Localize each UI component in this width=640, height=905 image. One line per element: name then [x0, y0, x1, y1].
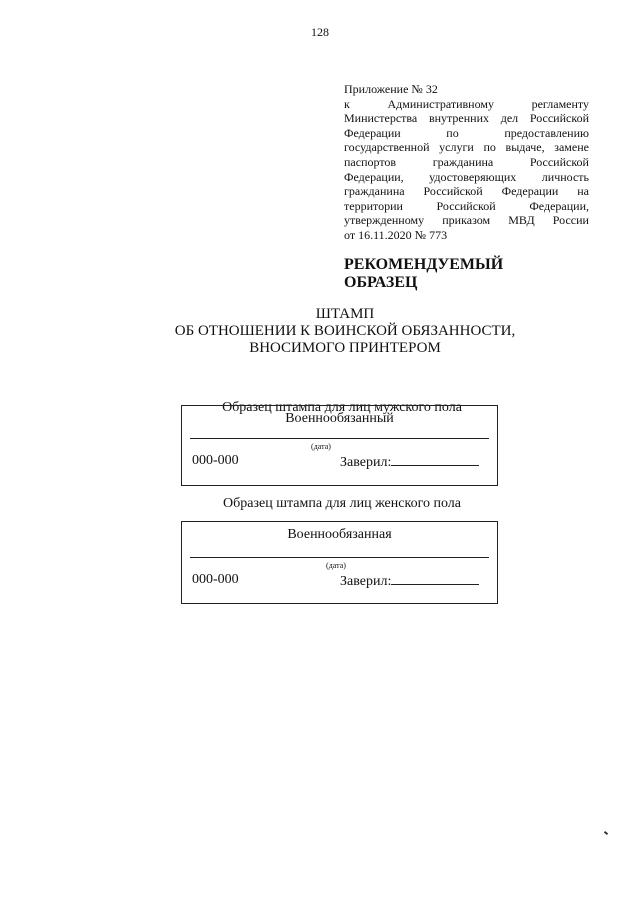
- male-stamp-signature-line: [391, 453, 479, 466]
- female-stamp-heading: Военнообязанная: [287, 527, 392, 542]
- word: Российской: [436, 198, 496, 213]
- female-stamp-code: 000-000: [192, 572, 239, 587]
- recommended-line-1: РЕКОМЕНДУЕМЫЙ: [344, 256, 504, 273]
- word: утвержденному: [344, 213, 425, 228]
- female-stamp-signed-label: Заверил:: [340, 574, 392, 589]
- word: дел: [500, 111, 519, 126]
- word: регламенту: [531, 96, 589, 111]
- male-stamp-code: 000-000: [192, 453, 239, 468]
- recommended-sample-heading: [344, 256, 503, 292]
- word: Федерации: [344, 125, 401, 140]
- word: гражданина: [432, 154, 494, 169]
- word: услуги: [439, 140, 474, 155]
- male-stamp-date-label: (дата): [311, 442, 331, 451]
- word: МВД: [508, 213, 535, 228]
- female-stamp-signed: [340, 572, 479, 590]
- word: на: [577, 184, 589, 199]
- stamp-title-line-2: ОБ ОТНОШЕНИИ К ВОИНСКОЙ ОБЯЗАННОСТИ,: [174, 323, 516, 339]
- word: Федерации,: [344, 169, 404, 184]
- word: удостоверяющих: [429, 169, 517, 184]
- word: Российской: [529, 111, 589, 126]
- male-stamp-box: [181, 405, 498, 486]
- word: внутренних: [428, 111, 490, 126]
- male-stamp-heading: Военнообязанный: [285, 411, 394, 426]
- word: Федерации,: [529, 198, 589, 213]
- appendix-line-9: [344, 213, 589, 228]
- stamp-title: [0, 306, 640, 357]
- female-stamp-date-label: (дата): [326, 561, 346, 570]
- scan-speck: [604, 831, 608, 835]
- word: Федерации: [501, 184, 559, 199]
- appendix-line-4: [344, 140, 589, 155]
- male-stamp-date-rule: [190, 438, 489, 439]
- appendix-line-8: [344, 199, 589, 214]
- word: государственной: [344, 140, 430, 155]
- word: паспортов: [344, 154, 397, 169]
- appendix-line-3: [344, 126, 589, 141]
- appendix-line-6: [344, 170, 589, 185]
- page-number: 128: [311, 25, 329, 39]
- appendix-block: [344, 82, 589, 243]
- word: по: [483, 140, 496, 155]
- word: Административному: [387, 96, 494, 111]
- word: по: [446, 125, 459, 140]
- word: приказом: [442, 213, 491, 228]
- word: предоставлению: [504, 125, 589, 140]
- appendix-line-7: [344, 184, 589, 199]
- appendix-line-1: [344, 97, 589, 112]
- word: России: [552, 213, 589, 228]
- stamp-title-line-3: ВНОСИМОГО ПРИНТЕРОМ: [249, 340, 441, 356]
- stamp-title-line-1: ШТАМП: [315, 306, 375, 322]
- word: Российской: [423, 184, 483, 199]
- female-stamp-date-rule: [190, 557, 489, 558]
- male-stamp-signed-label: Заверил:: [340, 455, 392, 470]
- male-stamp-signed: [340, 453, 479, 471]
- female-sample-caption: Образец штампа для лиц женского пола: [223, 496, 461, 511]
- recommended-line-2: ОБРАЗЕЦ: [344, 274, 418, 291]
- word: территории: [344, 198, 403, 213]
- word: Российской: [529, 154, 589, 169]
- word: гражданина: [344, 184, 405, 199]
- male-sample-caption: Образец штампа для лиц мужского пола: [222, 400, 462, 415]
- word: Министерства: [344, 111, 418, 126]
- appendix-line-10: от 16.11.2020 № 773: [344, 227, 448, 242]
- appendix-title: Приложение № 32: [344, 82, 438, 96]
- appendix-line-2: [344, 111, 589, 126]
- word: к: [344, 96, 350, 111]
- female-stamp-box: [181, 521, 498, 604]
- word: замене: [554, 140, 589, 155]
- word: выдаче,: [505, 140, 545, 155]
- appendix-line-5: [344, 155, 589, 170]
- female-stamp-signature-line: [391, 572, 479, 585]
- word: личность: [541, 169, 589, 184]
